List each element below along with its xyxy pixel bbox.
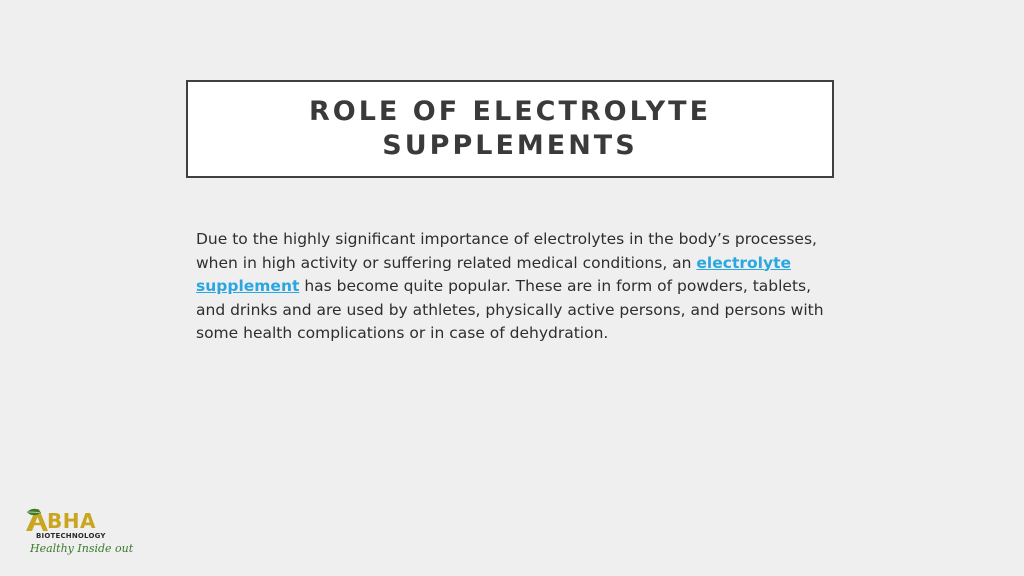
logo-brand-text: BHA <box>47 509 96 533</box>
logo-subtitle: BIOTECHNOLOGY <box>36 532 106 540</box>
body-text-before-link: Due to the highly significant importance of electrolytes in the body’s processes, when in high activity or suffering related medical conditions, an <box>196 230 817 272</box>
body-paragraph <box>196 228 832 346</box>
logo-wordmark <box>24 506 96 532</box>
company-logo <box>24 502 134 564</box>
body-text-after-link: has become quite popular. These are in form of powders, tablets, and drinks and are used by athletes, physically active persons, and persons with some health complications or in case of dehydration. <box>196 277 824 342</box>
title-box <box>186 80 834 178</box>
logo-tagline: Healthy Inside out <box>30 542 134 555</box>
electrolyte-supplement-link[interactable]: electrolyte supplement <box>196 253 791 295</box>
slide-title: ROLE OF ELECTROLYTE SUPPLEMENTS <box>308 96 712 161</box>
